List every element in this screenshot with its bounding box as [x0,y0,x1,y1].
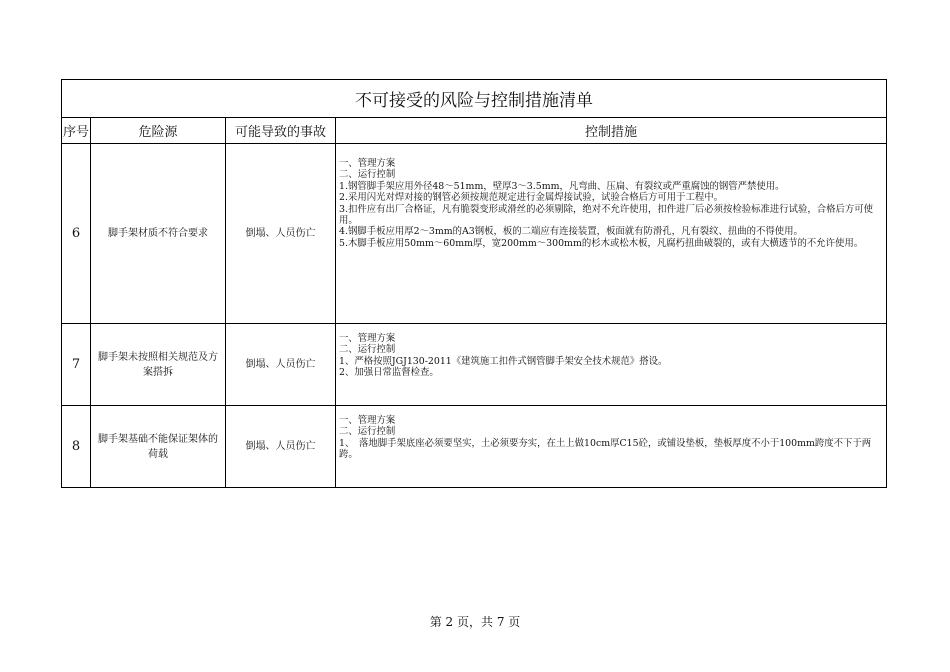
risk-control-table [61,79,887,488]
measure-line: 1.钢管脚手架应用外径48～51mm，壁厚3～3.5mm，凡弯曲、压扁、有裂纹或严重腐蚀的钢管严禁使用。 [339,180,785,192]
measure-line: 一、管理方案 [339,158,396,169]
header-no: 序号 [62,118,91,144]
measure-line: 4.钢脚手板应用厚2～3mm的A3钢板，板的二端应有连接装置，板面就有防滑孔，凡有裂纹、扭曲的不得使用。 [339,226,803,238]
measure-line: 2、加强日常监督检查。 [339,367,439,379]
row-number: 7 [62,324,91,406]
measure-line: 一、管理方案 [339,415,396,426]
row-number: 6 [62,144,91,324]
table-row [62,324,887,406]
measures-cell [336,406,887,488]
measures-cell [336,324,887,406]
measure-line: 5.木脚手板应用50mm～60mm厚，宽200mm～300mm的杉木或松木板，凡腐朽扭曲破裂的，或有大横透节的不允许使用。 [339,237,864,249]
measure-line: 二、运行控制 [339,344,396,356]
accident-cell: 倒塌、人员伤亡 [226,324,336,406]
accident-cell: 倒塌、人员伤亡 [226,144,336,324]
header-hazard: 危险源 [91,118,226,144]
measure-line: 一、管理方案 [339,333,396,344]
table-title: 不可接受的风险与控制措施清单 [62,80,887,118]
accident-cell: 倒塌、人员伤亡 [226,406,336,488]
measure-line: 2.采用闪光对焊对接的钢管必须按规范规定进行金属焊接试验，试验合格后方可用于工程中。 [339,192,723,204]
page-footer: 第 2 页，共 7 页 [429,615,521,629]
table-row [62,144,887,324]
row-number: 8 [62,406,91,488]
hazard-cell: 脚手架材质不符合要求 [91,144,226,324]
measure-line: 1、严格按照JGJ130-2011《建筑施工扣件式钢管脚手架安全技术规范》搭设。 [339,355,668,367]
measures-cell [336,144,887,324]
measure-line: 1、 落地脚手架底座必须要坚实，土必须要夯实，在土上做10cm厚C15砼，或铺设垫板，垫板厚度不小于100mm跨度不下于两跨。 [339,437,872,461]
hazard-cell: 脚手架未按照相关规范及方案搭拆 [91,324,226,406]
measure-line: 二、运行控制 [339,426,396,438]
header-accident: 可能导致的事故 [226,118,336,144]
measure-line: 3.扣件应有出厂合格证，凡有脆裂变形或滑丝的必须剔除，绝对不允许使用，扣件进厂后必须按检验标准进行试验，合格后方可使用。 [339,203,873,227]
title-row [62,80,887,118]
table-row [62,406,887,488]
hazard-cell: 脚手架基础不能保证架体的荷载 [91,406,226,488]
header-measures: 控制措施 [336,118,887,144]
measure-line: 二、运行控制 [339,169,396,181]
header-row [62,118,887,144]
